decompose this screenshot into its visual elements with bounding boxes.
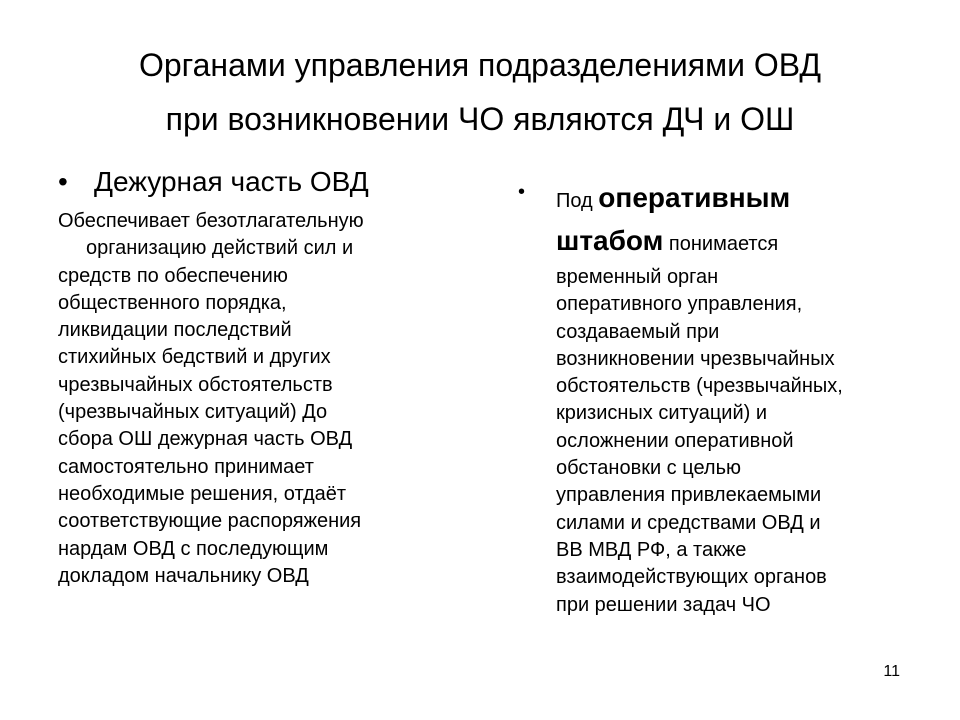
text-line: управления привлекаемыми bbox=[556, 484, 822, 507]
bold-term-operational: оперативным bbox=[598, 182, 791, 213]
bold-term-staff: штабом bbox=[556, 225, 664, 256]
text-line: создаваемый при bbox=[556, 320, 720, 343]
bullet-dot-icon: • bbox=[58, 166, 68, 197]
text-line: взаимодействующих органов bbox=[556, 566, 827, 589]
text-line: временный орган bbox=[556, 266, 719, 288]
duty-unit-description bbox=[58, 208, 448, 590]
text-line: чрезвычайных обстоятельств bbox=[58, 373, 333, 396]
text-line: нардам ОВД с последующим bbox=[58, 537, 329, 560]
text-line: соответствующие распоряжения bbox=[58, 510, 362, 533]
text-line: (чрезвычайных ситуаций) До bbox=[58, 401, 328, 424]
text-line: ВВ МВД РФ, а также bbox=[556, 538, 747, 561]
page-number: 11 bbox=[883, 663, 900, 680]
left-bullet-item bbox=[58, 162, 478, 202]
bullet-dot-icon: • bbox=[518, 181, 526, 203]
text-line: стихийных бедствий и других bbox=[58, 346, 331, 369]
text-line: обстоятельств (чрезвычайных, bbox=[556, 375, 843, 398]
text-line: необходимые решения, отдаёт bbox=[58, 482, 347, 505]
text-line bbox=[556, 221, 918, 264]
text-line: при решении задач ЧО bbox=[556, 593, 771, 616]
slide-title-line-2: при возникновении ЧО являются ДЧ и ОШ bbox=[165, 101, 795, 137]
text-prefix: Под bbox=[556, 190, 599, 212]
right-column bbox=[518, 178, 918, 619]
text-line: осложнении оперативной bbox=[556, 429, 794, 452]
duty-unit-heading: Дежурная часть ОВД bbox=[94, 166, 369, 197]
text-line: возникновении чрезвычайных bbox=[556, 347, 835, 370]
text-line: самостоятельно принимает bbox=[58, 455, 314, 478]
text-line: сбора ОШ дежурная часть ОВД bbox=[58, 428, 353, 451]
text-line: силами и средствами ОВД и bbox=[556, 511, 821, 534]
operational-staff-description bbox=[556, 178, 918, 619]
text-line: докладом начальнику ОВД bbox=[58, 564, 309, 587]
text-after-bold: понимается bbox=[663, 233, 779, 255]
text-line: общественного порядка, bbox=[58, 291, 287, 314]
text-line: ликвидации последствий bbox=[58, 319, 292, 342]
text-line: кризисных ситуаций) и bbox=[556, 402, 768, 425]
text-line: Обеспечивает безотлагательную bbox=[58, 210, 364, 232]
text-line: средств по обеспечению bbox=[58, 264, 288, 287]
text-line: организацию действий сил и bbox=[86, 237, 354, 260]
text-line: оперативного управления, bbox=[556, 293, 803, 316]
text-line bbox=[556, 178, 918, 221]
text-line: обстановки с целью bbox=[556, 457, 742, 480]
slide-title-line-1: Органами управления подразделениями ОВД bbox=[138, 47, 822, 83]
left-column bbox=[58, 162, 478, 590]
slide-title bbox=[40, 38, 920, 146]
